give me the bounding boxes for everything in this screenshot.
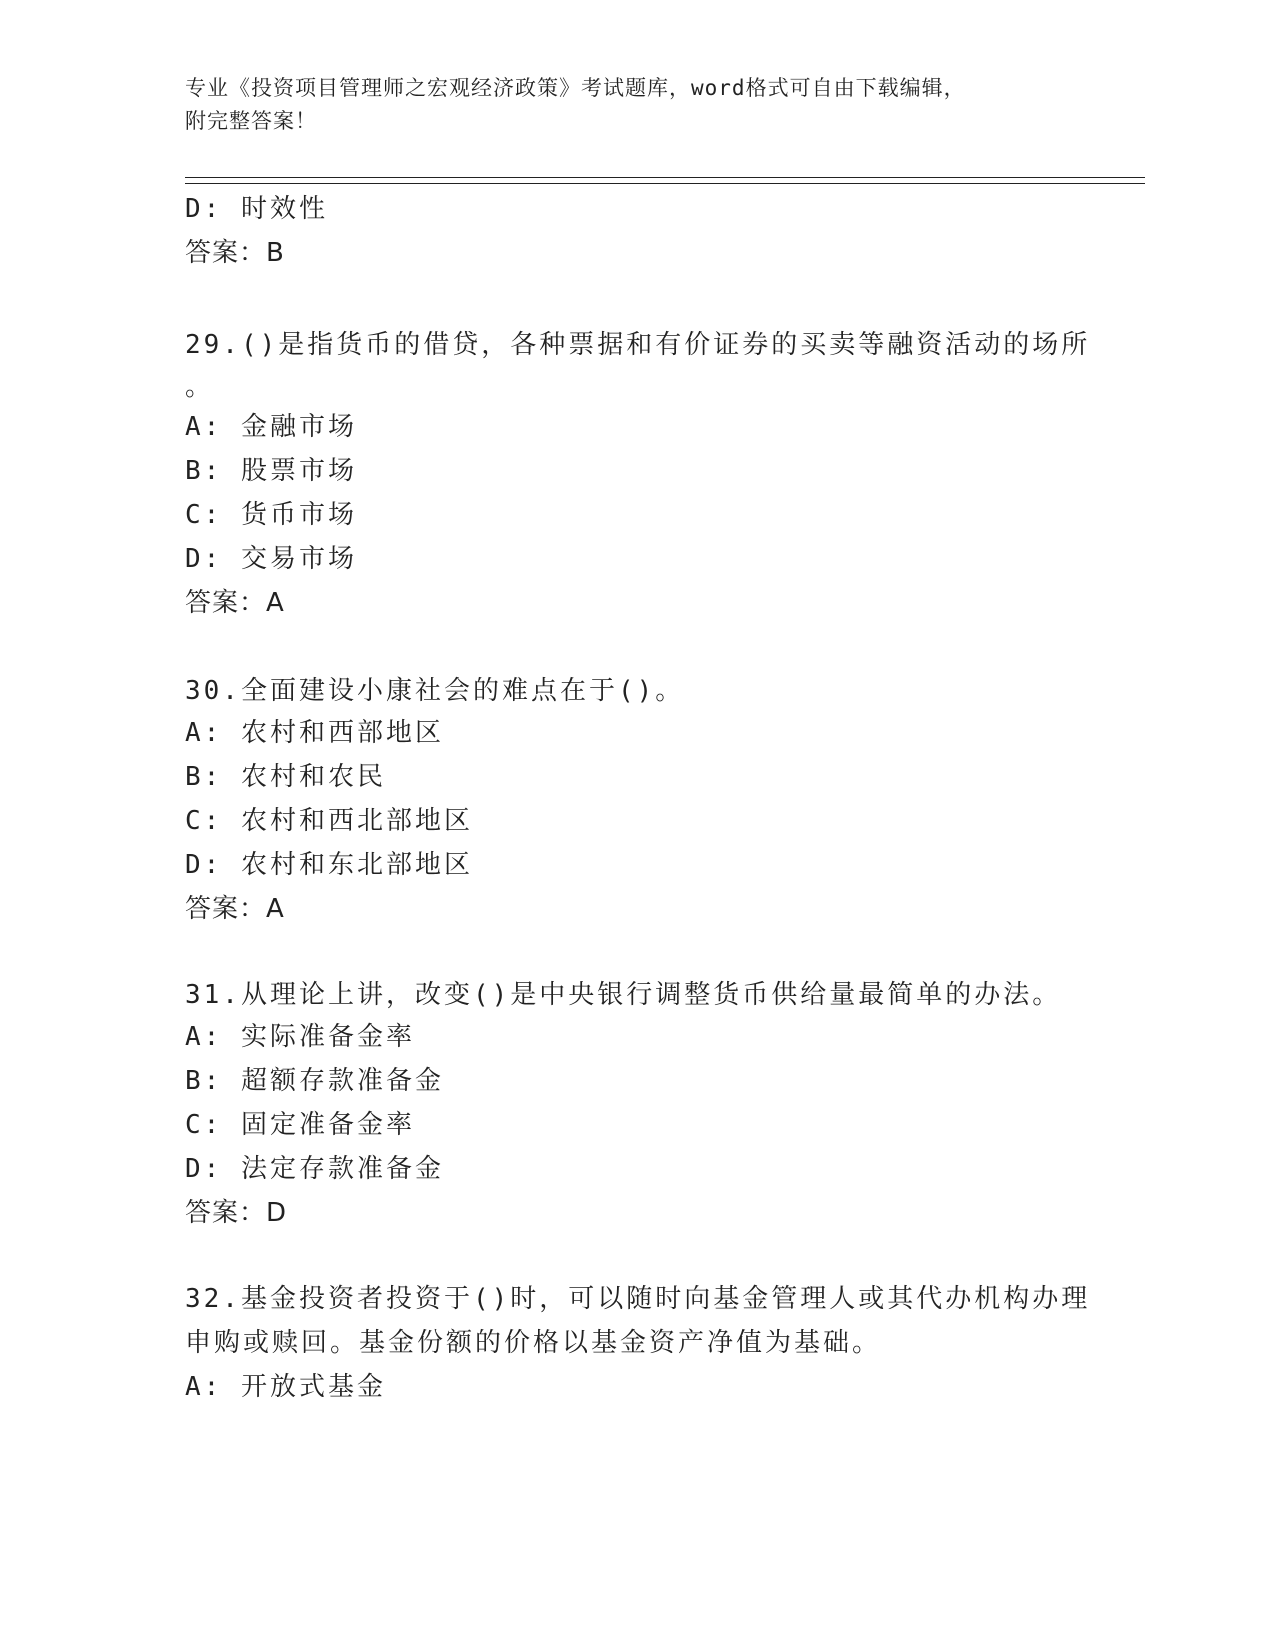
q31-answer: 答案：D	[185, 1198, 288, 1228]
header-divider-top	[185, 177, 1145, 178]
q30-option-b: B: 农村和农民	[185, 762, 386, 792]
q32-option-a: A: 开放式基金	[185, 1372, 386, 1402]
q29-stem-line-2: 。	[185, 372, 215, 402]
prev-option-d: D: 时效性	[185, 194, 328, 224]
q30-option-c: C: 农村和西北部地区	[185, 806, 473, 836]
q29-option-d: D: 交易市场	[185, 544, 357, 574]
header-divider-bottom	[185, 183, 1145, 184]
q30-option-d: D: 农村和东北部地区	[185, 850, 473, 880]
q30-stem-line-1: 30.全面建设小康社会的难点在于()。	[185, 676, 685, 706]
q29-option-a: A: 金融市场	[185, 412, 357, 442]
q29-option-c: C: 货币市场	[185, 500, 357, 530]
header-line-2: 附完整答案！	[185, 109, 317, 133]
q31-option-c: C: 固定准备金率	[185, 1110, 415, 1140]
q32-stem-line-1: 32.基金投资者投资于()时，可以随时向基金管理人或其代办机构办理	[185, 1284, 1091, 1314]
document-header	[185, 72, 1065, 138]
q31-option-a: A: 实际准备金率	[185, 1022, 415, 1052]
q30-option-a: A: 农村和西部地区	[185, 718, 444, 748]
q29-stem-line-1: 29.()是指货币的借贷，各种票据和有价证券的买卖等融资活动的场所	[185, 330, 1091, 360]
q31-option-d: D: 法定存款准备金	[185, 1154, 444, 1184]
q29-option-b: B: 股票市场	[185, 456, 357, 486]
header-line-1: 专业《投资项目管理师之宏观经济政策》考试题库，word格式可自由下载编辑，	[185, 76, 966, 100]
q31-stem-line-1: 31.从理论上讲，改变()是中央银行调整货币供给量最简单的办法。	[185, 980, 1062, 1010]
q30-answer: 答案：A	[185, 894, 285, 924]
prev-answer: 答案：B	[185, 238, 285, 268]
q31-option-b: B: 超额存款准备金	[185, 1066, 444, 1096]
q32-stem-line-2: 申购或赎回。基金份额的价格以基金资产净值为基础。	[185, 1328, 882, 1358]
q29-answer: 答案：A	[185, 588, 285, 618]
